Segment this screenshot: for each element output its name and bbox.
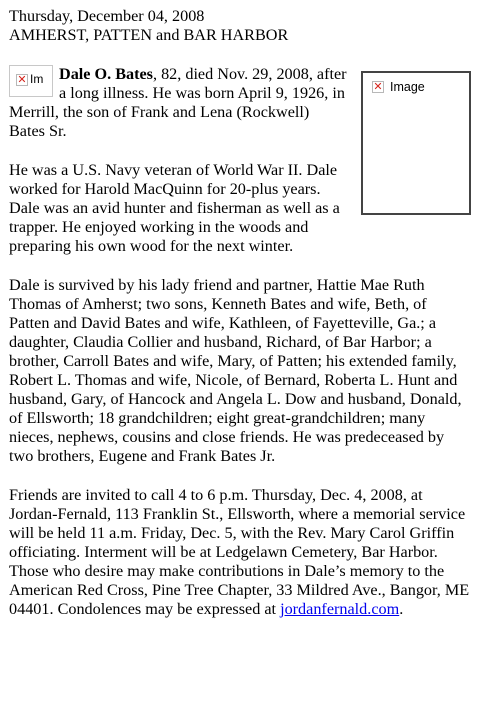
paragraph-4-text: Friends are invited to call 4 to 6 p.m. Thursday, Dec. 4, 2008, at Jordan-Fernald, 113 Franklin St., Ellsworth, where a memorial service will be held 11 a.m. Friday, Dec. 5, with the Rev. Mary Carol Griffin officiating. Interment will be at Ledgelawn Cemetery, Bar Harbor. Those who desire may make contributions in Dale’s memory to the American Red Cross, Pine Tree Chapter, 33 Mildred Ave., Bangor, ME 04401. Condolences may be expressed at: [9, 486, 470, 618]
publication-date: Thursday, December 04, 2008: [9, 7, 205, 25]
obituary-paragraph-3: Dale is survived by his lady friend and partner, Hattie Mae Ruth Thomas of Amherst; two sons, Kenneth Bates and wife, Beth, of Patten and David Bates and wife, Kathleen, of Fayetteville, Ga.; a daughter, Claudia Collier and husband, Richard, of Bar Harbor; a brother, Carroll Bates and wife, Mary, of Patten; his extended family, Robert L. Thomas and wife, Nicole, of Bernard, Roberta L. Hunt and husband, Gary, of Hancock and Angela L. Dow and husband, Donald, of Ellsworth; 18 grandchildren; eight great-grandchildren; many nieces, nephews, cousins and close friends. He was predeceased by two brothers, Eugene and Frank Bates Jr.: [9, 276, 462, 465]
obituary-paragraph-2: He was a U.S. Navy veteran of World War II. Dale worked for Harold MacQuinn for 20-plus years. Dale was an avid hunter and fisherman as well as a trapper. He enjoyed working in the woods and preparing his own wood for the next winter.: [9, 161, 340, 255]
paragraph-1-text: , 82, died Nov. 29, 2008, after a long illness. He was born April 9, 1926, in Merrill, the son of Frank and Lena (Rockwell) Bates Sr.: [9, 65, 347, 140]
broken-image-small: [9, 65, 53, 97]
image-alt-text: Image: [390, 80, 425, 94]
funeral-home-link[interactable]: jordanfernald.com: [280, 600, 400, 618]
locations-heading: AMHERST, PATTEN and BAR HARBOR: [9, 26, 289, 44]
deceased-name: Dale O. Bates: [59, 65, 153, 83]
obituary-page: [9, 7, 471, 639]
broken-image-icon: ✕: [17, 73, 27, 86]
obituary-paragraph-4: [9, 486, 471, 619]
paragraph-4-end: .: [399, 600, 404, 618]
broken-image-icon: ✕: [373, 80, 383, 93]
broken-image-large: [361, 71, 471, 215]
image-alt-text: Im: [30, 72, 44, 86]
